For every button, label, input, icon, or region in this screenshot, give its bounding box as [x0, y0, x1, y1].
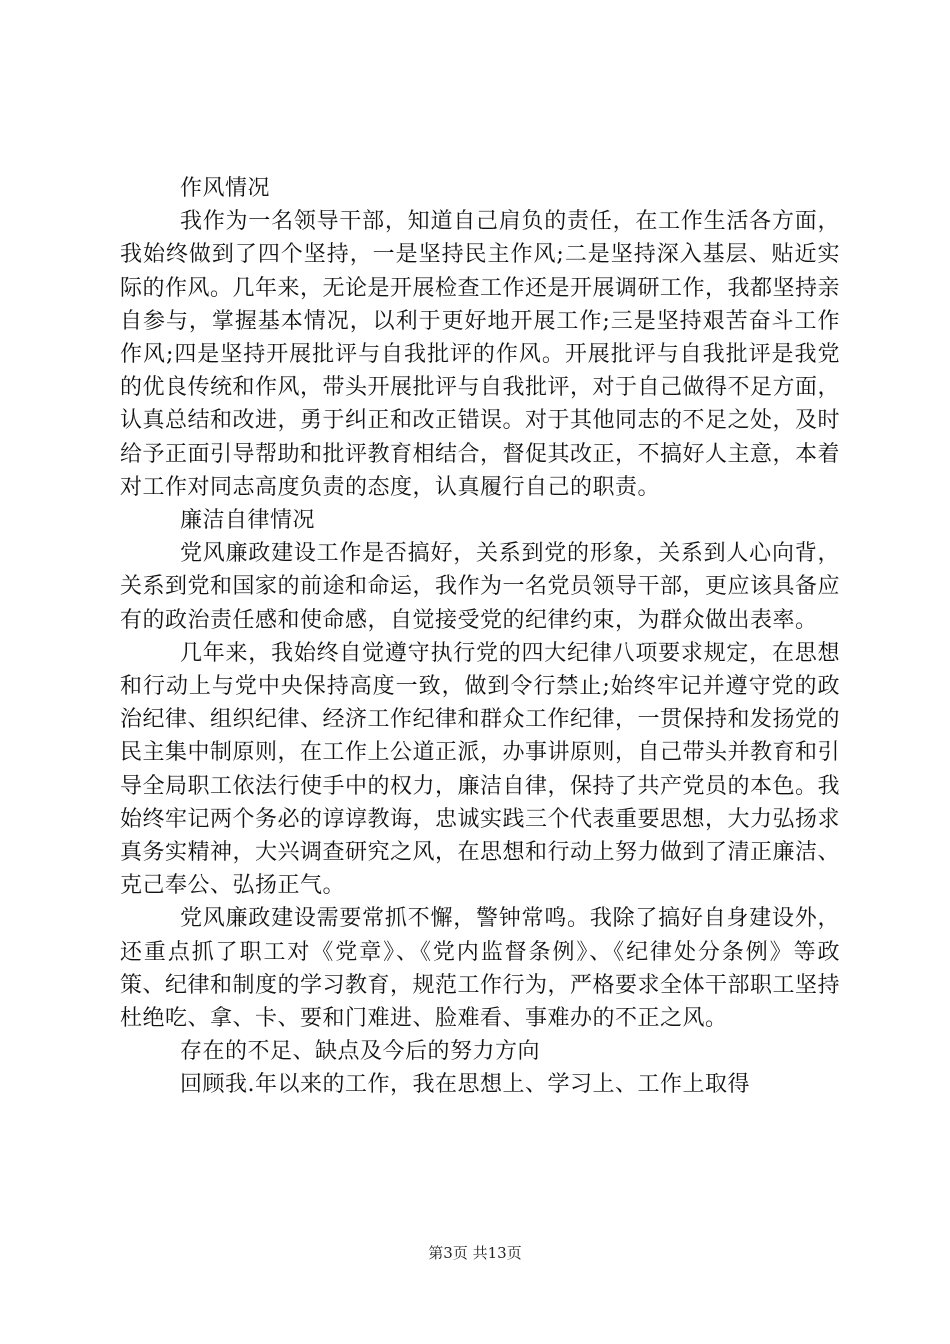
paragraph-review: 回顾我.年以来的工作，我在思想上、学习上、工作上取得	[180, 1072, 750, 1098]
section-heading-work-style: 作风情况	[180, 176, 271, 201]
document-body	[120, 172, 840, 1102]
paragraph-integrity-intro: 党风廉政建设工作是否搞好，关系到党的形象，关系到人心向背，关系到党和国家的前途和命运，我作为一名党员领导干部，更应该具备应有的政治责任感和使命感，自觉接受党的纪律约束，为群众做出表率。	[120, 541, 841, 633]
paragraph-integrity-discipline: 几年来，我始终自觉遵守执行党的四大纪律八项要求规定，在思想和行动上与党中央保持高度一致，做到令行禁止;始终牢记并遵守党的政治纪律、组织纪律、经济工作纪律和群众工作纪律，一贯保持和发扬党的民主集中制原则，在工作上公道正派，办事讲原则，自己带头并教育和引导全局职工依法行使手中的权力，廉洁自律，保持了共产党员的本色。我始终牢记两个务必的谆谆教诲，忠诚实践三个代表重要思想，大力弘扬求真务实精神，大兴调查研究之风，在思想和行动上努力做到了清正廉洁、克己奉公、弘扬正气。	[120, 640, 841, 899]
paragraph-work-style: 我作为一名领导干部，知道自己肩负的责任，在工作生活各方面，我始终做到了四个坚持，一是坚持民主作风;二是坚持深入基层、贴近实际的作风。几年来，无论是开展检查工作还是开展调研工作，我都坚持亲自参与，掌握基本情况，以利于更好地开展工作;三是坚持艰苦奋斗工作作风;四是坚持开展批评与自我批评的作风。开展批评与自我批评是我党的优良传统和作风，带头开展批评与自我批评，对于自己做得不足方面，认真总结和改进，勇于纠正和改正错误。对于其他同志的不足之处，及时给予正面引导帮助和批评教育相结合，督促其改正，不搞好人主意，本着对工作对同志高度负责的态度，认真履行自己的职责。	[120, 209, 841, 500]
section-heading-shortcomings: 存在的不足、缺点及今后的努力方向	[180, 1039, 541, 1065]
paragraph-integrity-education: 党风廉政建设需要常抓不懈，警钟常鸣。我除了搞好自身建设外，还重点抓了职工对《党章》、《党内监督条例》、《纪律处分条例》等政策、纪律和制度的学习教育，规范工作行为，严格要求全体干部职工坚持杜绝吃、拿、卡、要和门难进、脸难看、事难办的不正之风。	[120, 906, 841, 1032]
page-number-footer: 第3页 共13页	[428, 1244, 522, 1262]
section-heading-integrity: 廉洁自律情况	[180, 508, 316, 534]
